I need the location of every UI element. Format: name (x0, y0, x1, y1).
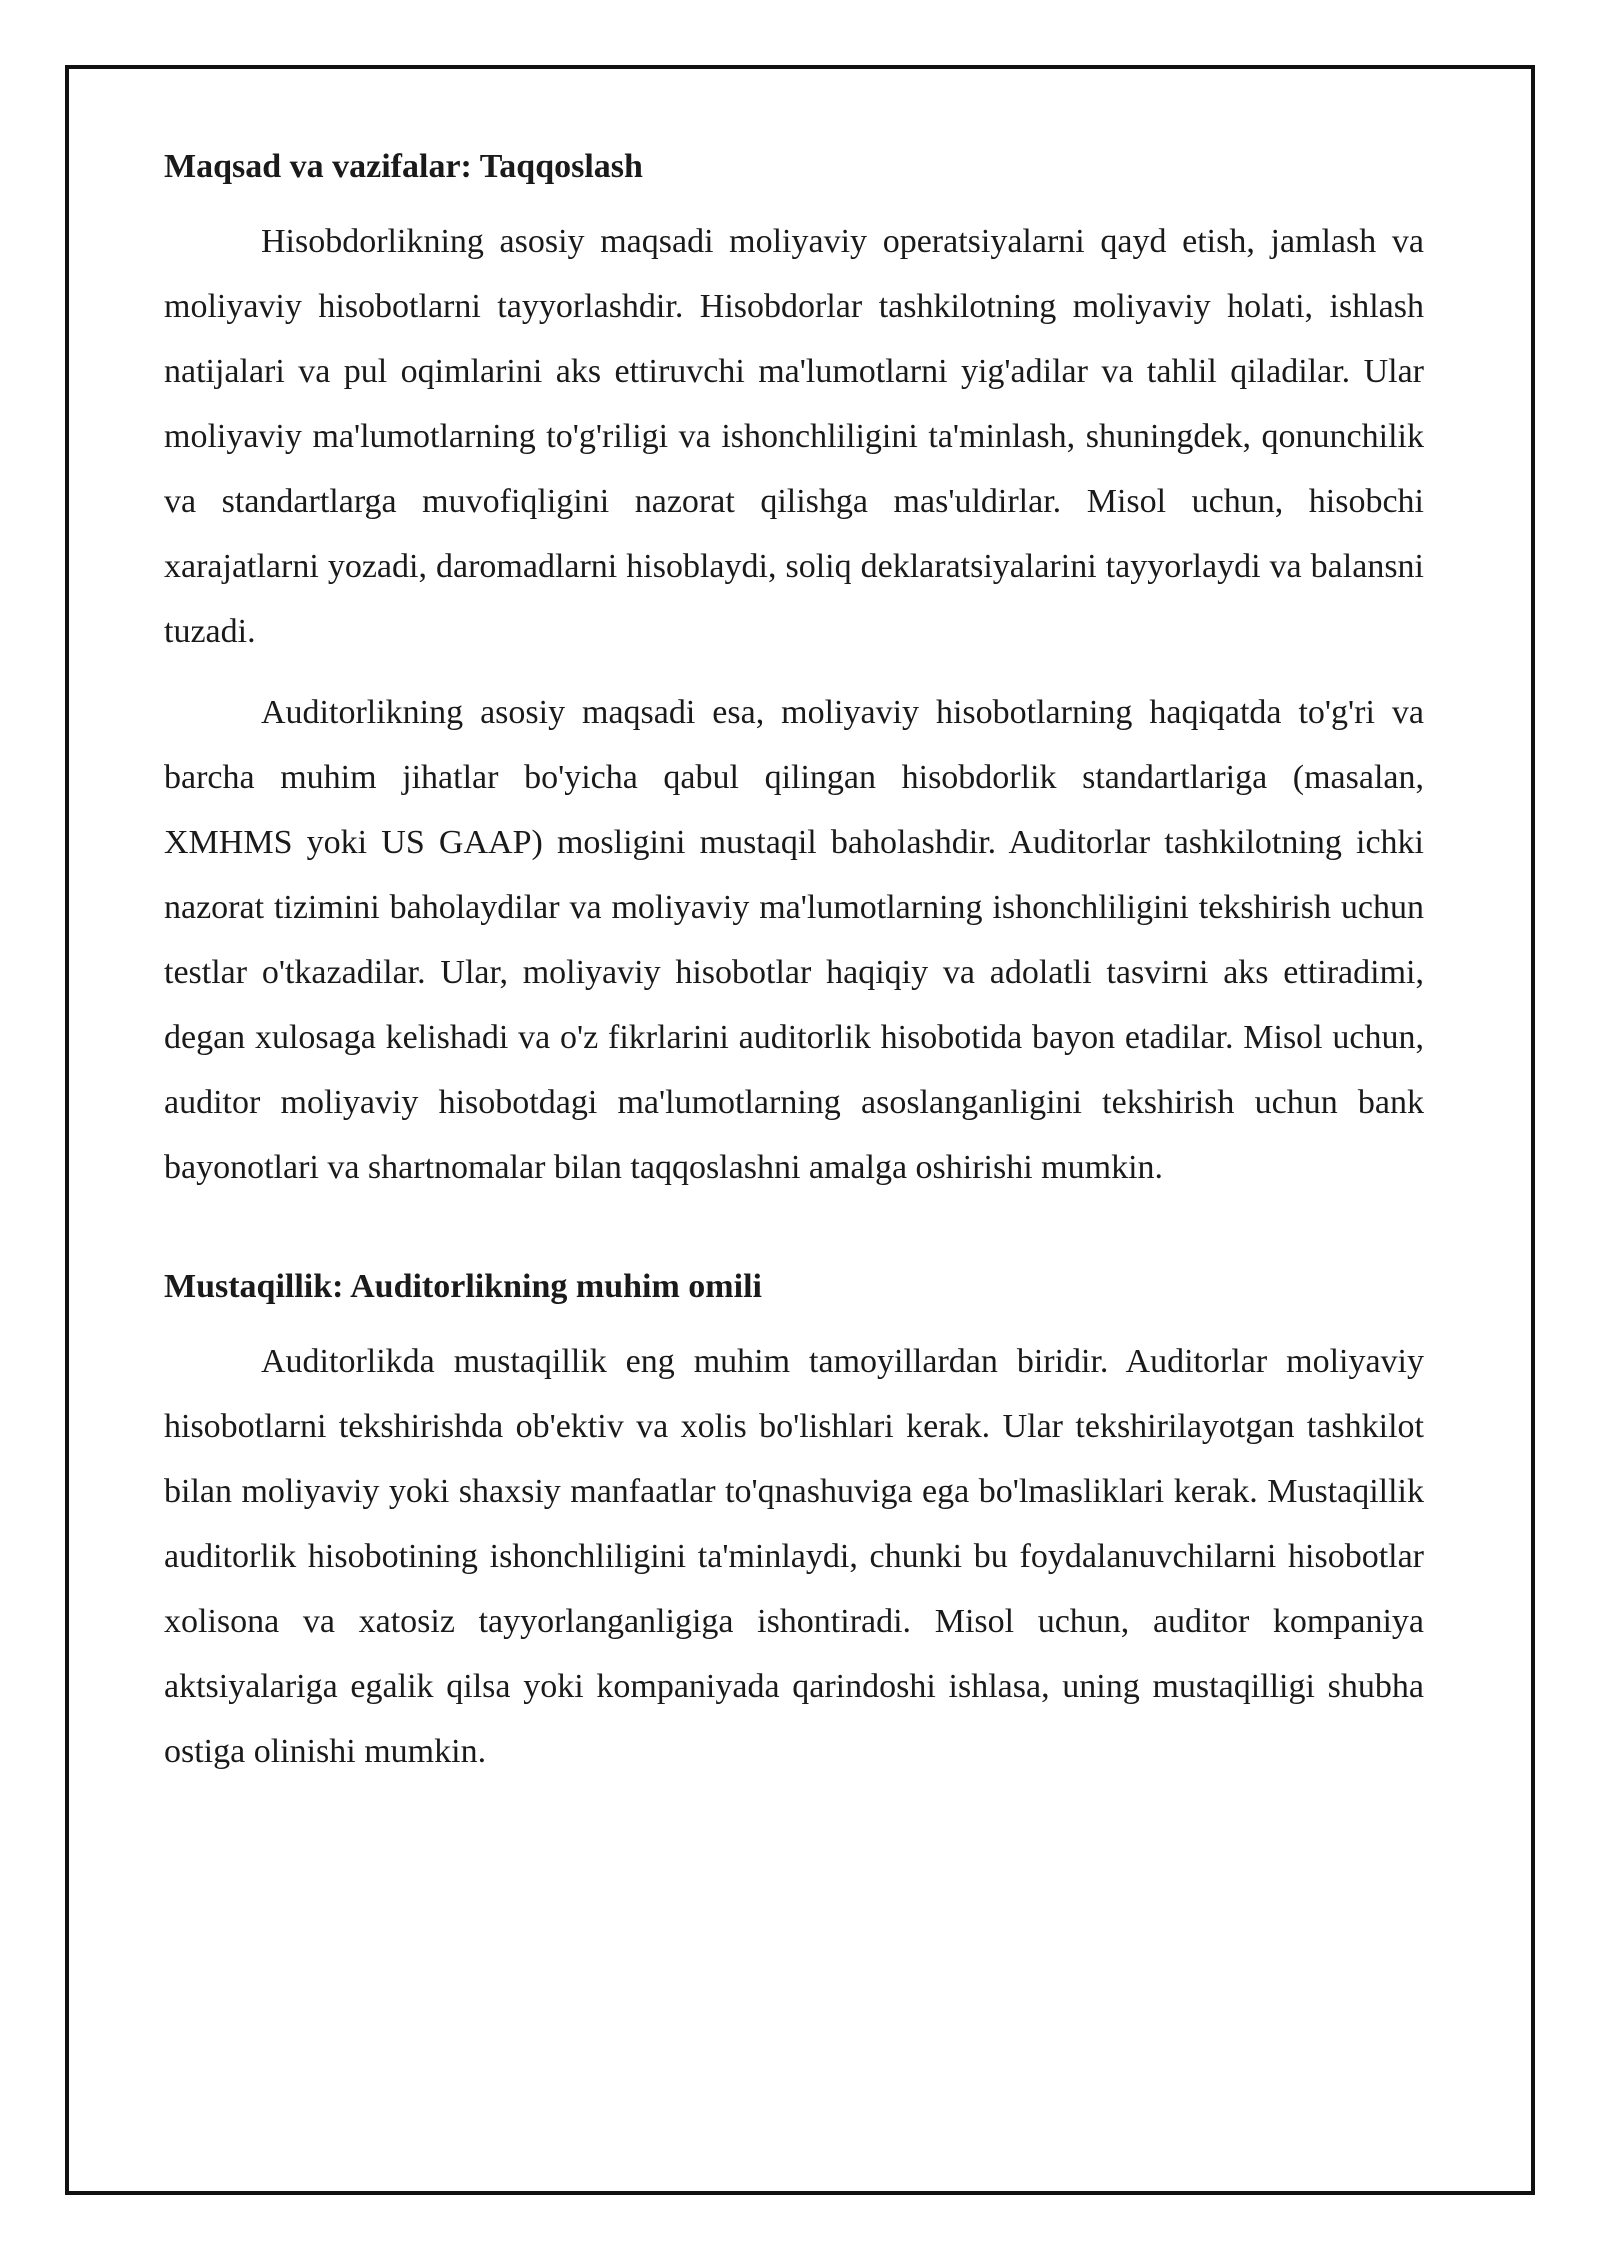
section-heading-goals: Maqsad va vazifalar: Taqqoslash (164, 148, 643, 185)
paragraph-auditing-purpose: Auditorlikning asosiy maqsadi esa, moliyaviy hisobotlarning haqiqatda to'g'ri va barcha muhim jihatlar bo'yicha qabul qilingan hisobdorlik standartlariga (masalan, XMHMS yoki US GAAP) mosligini mustaqil baholashdir. Auditorlar tashkilotning ichki nazorat tizimini baholaydilar va moliyaviy ma'lumotlarning ishonchliligini tekshirish uchun testlar o'tkazadilar. Ular, moliyaviy hisobotlar haqiqiy va adolatli tasvirni aks ettiradimi, degan xulosaga kelishadi va o'z fikrlarini auditorlik hisobotida bayon etadilar. Misol uchun, auditor moliyaviy hisobotdagi ma'lumotlarning asoslanganligini tekshirish uchun bank bayonotlari va shartnomalar bilan taqqoslashni amalga oshirishi mumkin. (164, 694, 1424, 1186)
paragraph-independence: Auditorlikda mustaqillik eng muhim tamoyillardan biridir. Auditorlar moliyaviy hisobotlarni tekshirishda ob'ektiv va xolis bo'lishlari kerak. Ular tekshirilayotgan tashkilot bilan moliyaviy yoki shaxsiy manfaatlar to'qnashuviga ega bo'lmasliklari kerak. Mustaqillik auditorlik hisobotining ishonchliligini ta'minlaydi, chunki bu foydalanuvchilarni hisobotlar xolisona va xatosiz tayyorlanganligiga ishontiradi. Misol uchun, auditor kompaniya aktsiyalariga egalik qilsa yoki kompaniyada qarindoshi ishlasa, uning mustaqilligi shubha ostiga olinishi mumkin. (164, 1343, 1424, 1770)
document-body (164, 134, 1424, 1800)
section-heading-independence: Mustaqillik: Auditorlikning muhim omili (164, 1268, 762, 1305)
paragraph-accounting-purpose: Hisobdorlikning asosiy maqsadi moliyaviy operatsiyalarni qayd etish, jamlash va moliyaviy hisobotlarni tayyorlashdir. Hisobdorlar tashkilotning moliyaviy holati, ishlash natijalari va pul oqimlarini aks ettiruvchi ma'lumotlarni yig'adilar va tahlil qiladilar. Ular moliyaviy ma'lumotlarning to'g'riligi va ishonchliligini ta'minlash, shuningdek, qonunchilik va standartlarga muvofiqligini nazorat qilishga mas'uldirlar. Misol uchun, hisobchi xarajatlarni yozadi, daromadlarni hisoblaydi, soliq deklaratsiyalarini tayyorlaydi va balansni tuzadi. (164, 223, 1424, 650)
section-spacer (164, 1216, 1424, 1254)
